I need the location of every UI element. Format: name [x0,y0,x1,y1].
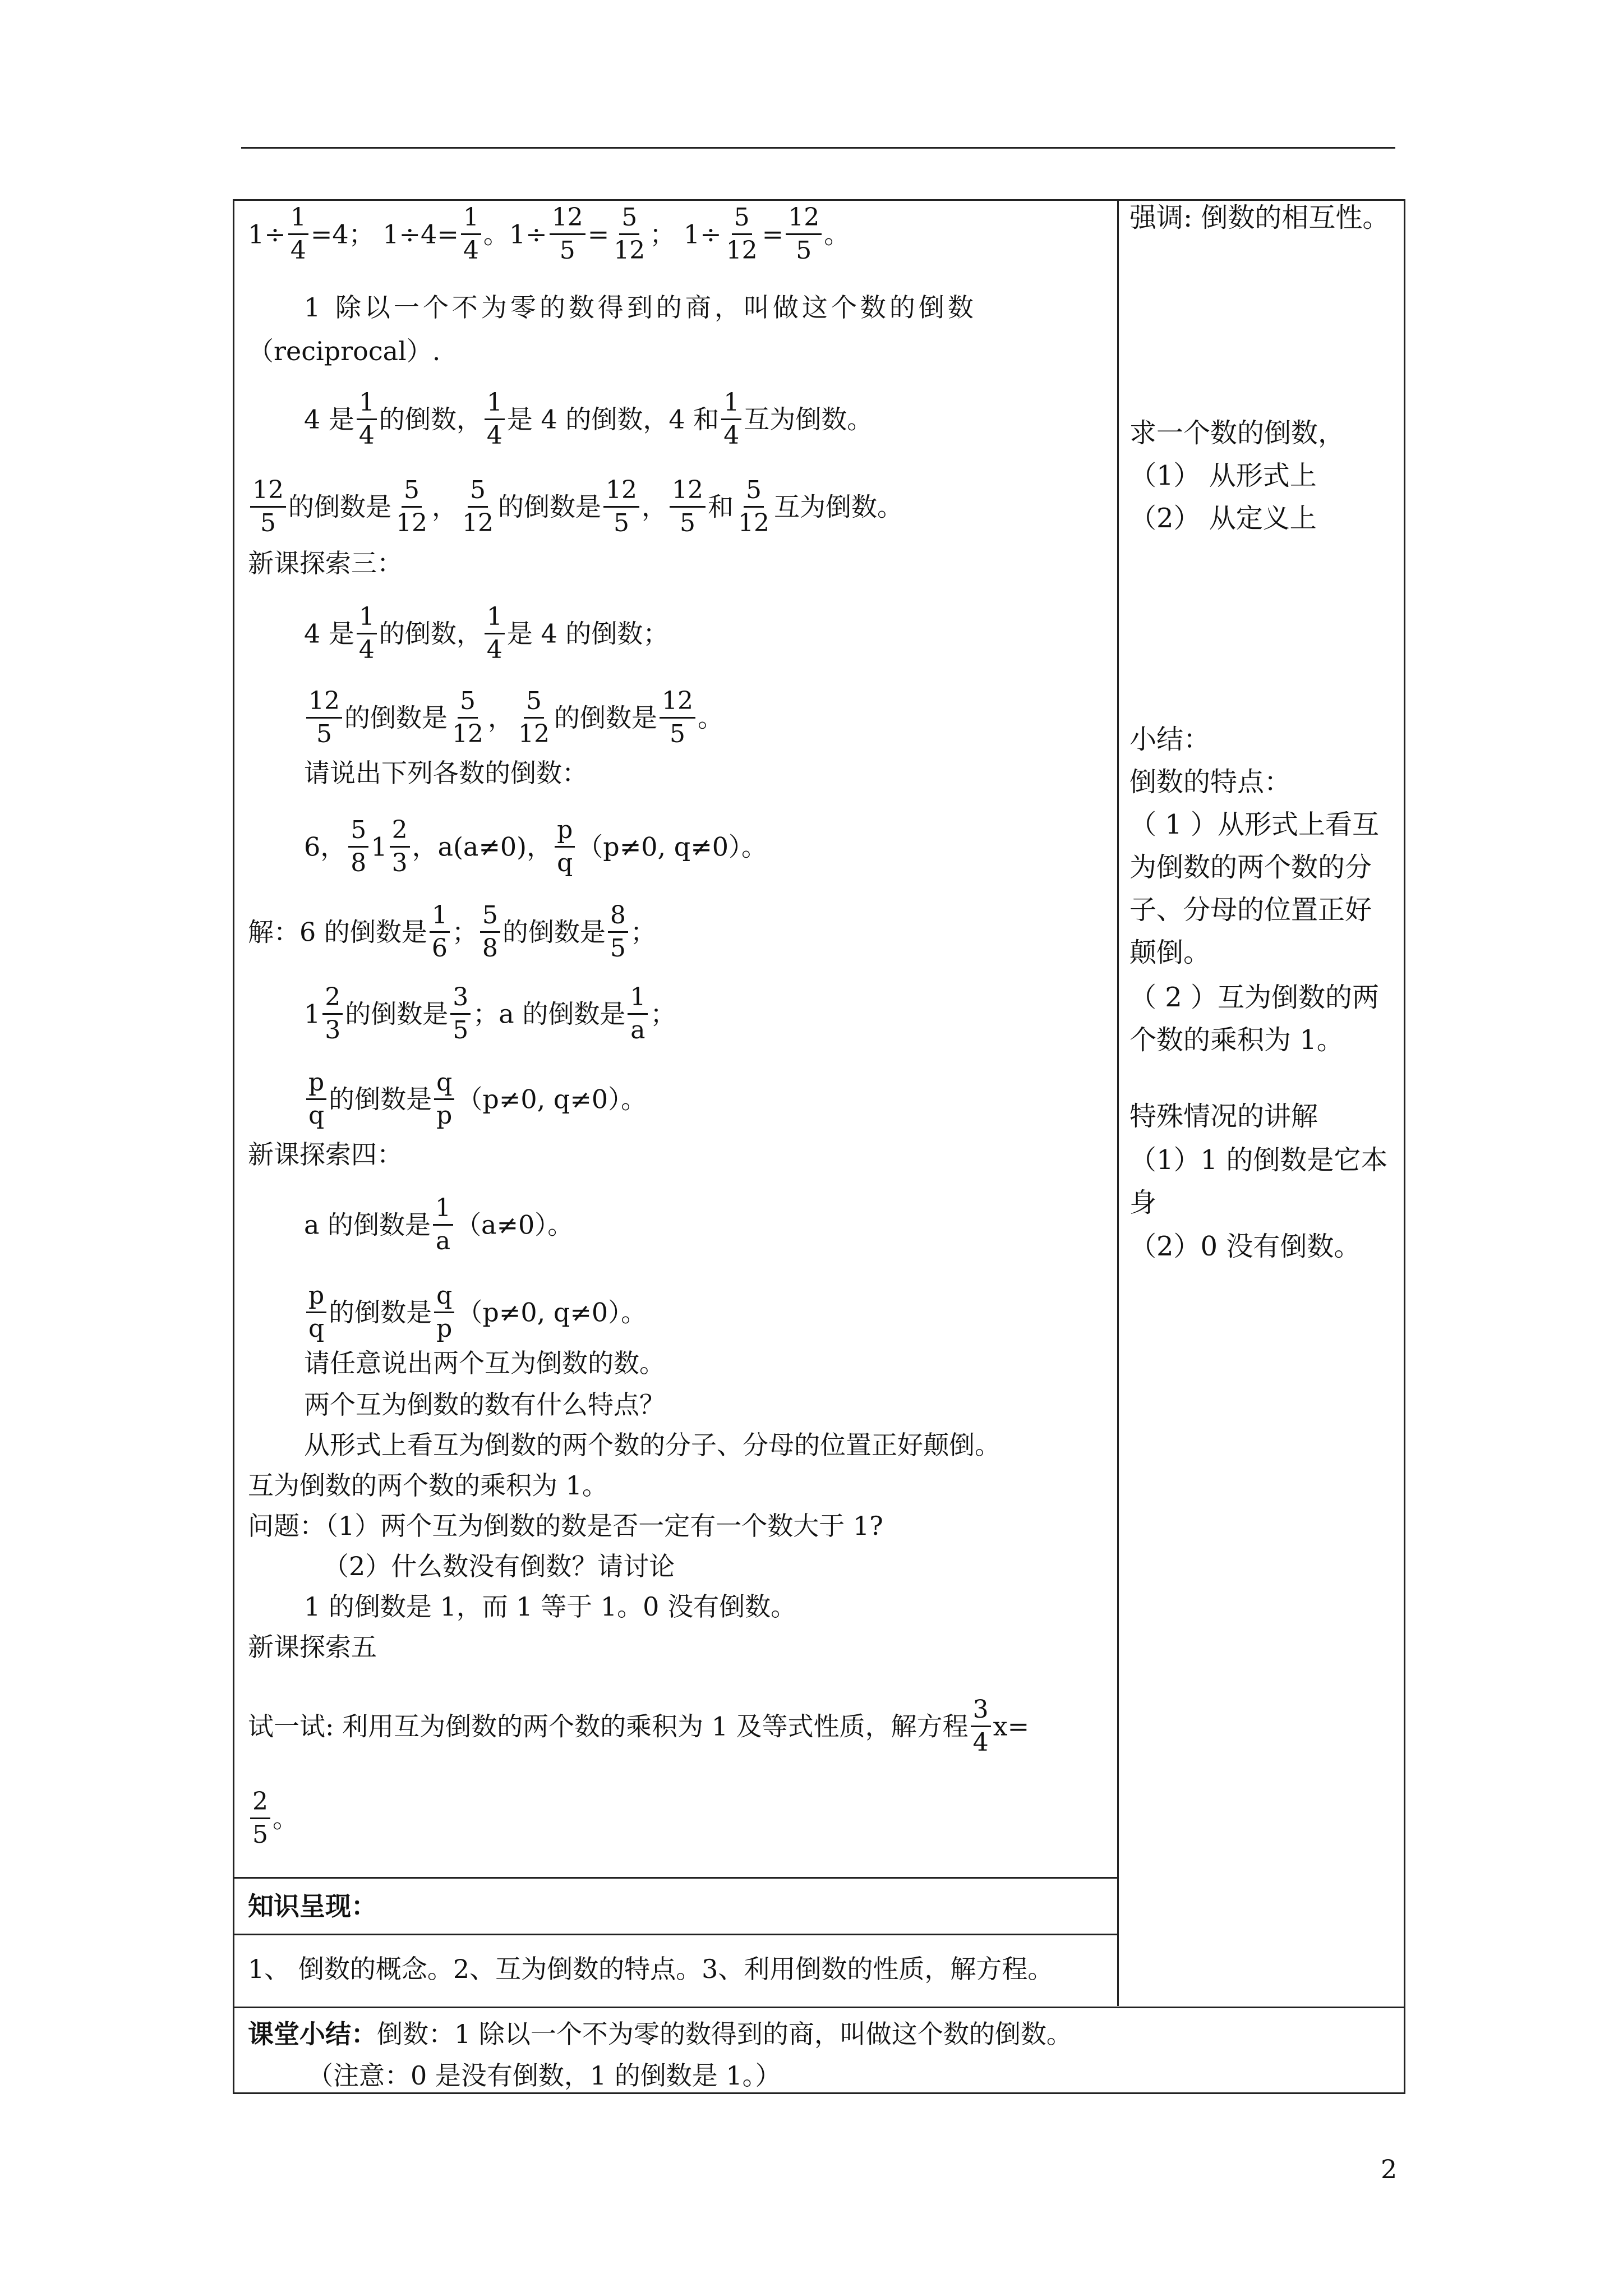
main-column [248,203,1100,1862]
question-line-3: 从形式上看互为倒数的两个数的分子、分母的位置正好颠倒。 [304,1430,1000,1460]
fraction-denominator: 12 [518,720,550,748]
example-line-4 [304,687,723,749]
text-run: ； [630,917,656,947]
fraction-numerator: 12 [250,478,286,508]
knowledge-title: 知识呈现： [248,1891,377,1921]
fraction-denominator: 5 [614,509,629,537]
question-line-7: 1 的倒数是 1，而 1 等于 1。0 没有倒数。 [304,1591,797,1622]
fraction-denominator: 3 [325,1016,341,1045]
fraction-denominator: 4 [358,421,375,450]
page-number: 2 [1381,2154,1398,2184]
fraction-numerator: 8 [608,903,628,933]
text-run: 的倒数是 [345,999,449,1029]
fraction-denominator: 12 [726,236,758,265]
question-line-6: （2）什么数没有倒数？请讨论 [323,1551,675,1581]
fraction [434,1283,454,1341]
fraction-numerator: 1 [357,390,377,420]
fraction-denominator: 5 [559,236,575,265]
fraction-numerator: p [306,1070,326,1100]
text-run: （p≠0, q≠0）。 [457,1297,647,1328]
fraction [608,903,628,961]
fraction-denominator: q [557,849,573,877]
explore4-line-2 [304,1281,647,1343]
fraction-denominator: 8 [351,849,367,877]
knowledge-content: 1、 倒数的概念。2、互为倒数的特点。3、利用倒数的性质，解方程。 [248,1954,1054,1984]
text-run: a 的倒数是 [304,1209,431,1240]
text-run: 4 是 [304,618,354,649]
class-summary [248,2017,1072,2051]
fraction [480,903,500,961]
fraction-denominator: 4 [463,236,479,265]
fraction-numerator: q [434,1283,454,1313]
fraction-denominator: p [436,1101,453,1130]
text-run: （p≠0, q≠0）。 [577,831,768,862]
fraction-numerator: 12 [306,689,342,719]
question-line-1: 请任意说出两个互为倒数的数。 [304,1348,665,1378]
fraction [250,1789,270,1847]
text-run: 的倒数是 [329,1084,432,1115]
fraction-denominator: 8 [482,934,498,963]
text-run: ， [488,702,514,733]
text-run: 。1÷ [483,219,547,250]
class-summary-note: （注意：0 是没有倒数，1 的倒数是 1。） [307,2060,781,2091]
fraction-denominator: 4 [486,636,502,664]
text-run: = [587,219,610,250]
side-note-line: （2）0 没有倒数。 [1129,1231,1361,1262]
fraction-denominator: 5 [453,1016,469,1045]
text-run: ， [432,491,458,522]
text-run: 的倒数是 [344,702,448,733]
fraction [288,205,308,263]
text-run: （p≠0, q≠0）。 [457,1084,647,1115]
fraction-denominator: 5 [316,720,332,748]
question-line-5: 问题：（1）两个互为倒数的数是否一定有一个数大于 1? [248,1511,883,1541]
text-run: 的倒数， [379,618,482,649]
text-run: 试一试: 利用互为倒数的两个数的乘积为 1 及等式性质，解方程 [248,1711,969,1742]
solution-line-2 [304,983,676,1045]
fraction [516,689,552,747]
fraction-numerator: 5 [524,689,544,719]
fraction-denominator: q [308,1101,325,1130]
fraction [736,478,772,536]
fraction [306,1283,326,1341]
section-title-explore-5: 新课探索五 [248,1632,377,1662]
fraction-numerator: 5 [732,205,752,235]
fraction [434,1070,454,1128]
text-run: 1÷ [248,219,286,250]
number-list-line [304,816,768,878]
side-note-line: 个数的乘积为 1。 [1129,1024,1344,1056]
header-rule [241,147,1395,149]
fraction [390,818,410,876]
fraction [555,818,575,876]
text-run: 。 [273,1803,298,1834]
solution-line-1 [248,901,656,963]
try-line-1 [248,1695,1030,1757]
text-run: 的倒数是 [554,702,657,733]
knowledge-mid-rule [233,1934,1118,1935]
fraction [250,478,286,536]
fraction-denominator: 3 [391,849,408,877]
fraction-numerator: p [306,1283,326,1313]
fraction-denominator: 4 [972,1728,989,1757]
try-line-2 [248,1787,298,1849]
fraction-denominator: 5 [796,236,812,265]
fraction-numerator: 12 [603,478,639,508]
fraction [430,903,450,961]
side-note-line: （ 2 ）互为倒数的两 [1129,982,1380,1013]
solution-line-3 [304,1068,647,1130]
fraction-denominator: 4 [723,421,740,450]
side-note-line: 特殊情况的讲解 [1129,1101,1318,1132]
fraction-denominator: 5 [260,509,276,537]
text-run: ；a 的倒数是 [473,999,626,1029]
side-note-line: 子、分母的位置正好 [1129,894,1372,926]
fraction-denominator: 5 [610,934,626,963]
fraction-numerator: 2 [390,818,410,848]
text-run: 1 [371,831,388,862]
fraction-numerator: 5 [480,903,500,933]
fraction [306,1070,326,1128]
side-note-line: （2） 从定义上 [1129,503,1317,534]
text-run: 1 [304,999,321,1029]
fraction-numerator: 1 [461,205,481,235]
text-run: 是 4 的倒数； [506,618,669,649]
fraction-denominator: 4 [290,236,306,265]
fraction [786,205,822,263]
column-divider [1117,200,1119,2006]
fraction-numerator: 5 [348,818,368,848]
side-note-emphasis: 强调: 倒数的相互性。 [1129,202,1390,233]
example-line-1 [304,388,873,450]
fraction-numerator: p [555,818,575,848]
fraction-numerator: 12 [670,478,706,508]
side-note-line: 颠倒。 [1129,937,1211,968]
fraction [550,205,585,263]
text-run: = [762,219,784,250]
knowledge-top-rule [233,1877,1118,1879]
fraction [485,602,505,664]
text-run: 和 [708,491,734,522]
fraction-numerator: 1 [628,985,648,1015]
fraction-numerator: 2 [250,1789,270,1819]
side-note-line: （1）1 的倒数是它本 [1129,1144,1388,1176]
fraction-numerator: 3 [450,985,471,1015]
side-note-line: （ 1 ）从形式上看互 [1129,809,1380,840]
fraction-numerator: 1 [485,390,505,420]
text-run: 的倒数是 [288,491,391,522]
text-run: =4； 1÷4= [310,219,459,250]
fraction-numerator: 5 [468,478,488,508]
fraction-denominator: 4 [358,636,375,664]
text-run: ， [642,491,667,522]
question-line-2: 两个互为倒数的数有什么特点？ [304,1389,665,1420]
fraction [603,478,639,536]
side-note-line: （1） 从形式上 [1129,460,1317,491]
fraction-numerator: 5 [744,478,764,508]
definition-line-2: （reciprocal）. [248,336,441,366]
fraction-numerator: 12 [786,205,822,235]
side-note-line: 求一个数的倒数， [1129,417,1345,449]
side-note-line: 为倒数的两个数的分 [1129,852,1372,883]
fraction [724,205,760,263]
fraction [450,985,471,1043]
text-run: ； [451,917,478,947]
side-note-line: 身 [1129,1187,1157,1218]
text-run: 。 [824,219,850,250]
fraction [670,478,706,536]
text-run: 解：6 的倒数是 [248,917,427,947]
fraction-numerator: 3 [971,1697,991,1727]
fraction-numerator: 1 [357,605,377,634]
text-run: 互为倒数。 [774,491,903,522]
fraction-denominator: 5 [670,720,685,748]
fraction [485,390,505,448]
section-title-explore-3: 新课探索三： [248,548,403,578]
explore4-line-1 [304,1194,574,1256]
fraction-denominator: q [308,1314,325,1343]
fraction-denominator: 12 [462,509,494,537]
fraction [461,205,481,263]
fraction [611,205,647,263]
fraction-numerator: 12 [660,689,695,719]
class-summary-text: 倒数：1 除以一个不为零的数得到的商，叫做这个数的倒数。 [377,2019,1072,2049]
fraction [357,602,377,664]
fraction-numerator: 1 [485,605,505,634]
question-line-4: 互为倒数的两个数的乘积为 1。 [248,1470,608,1501]
fraction-denominator: 12 [738,509,769,537]
text-run: 是 4 的倒数，4 和 [506,404,720,435]
fraction-denominator: 6 [431,934,448,963]
fraction-numerator: 5 [619,205,639,235]
fraction [394,478,430,536]
fraction [721,390,741,448]
text-run: 6， [304,831,347,862]
fraction-denominator: 12 [396,509,427,537]
intro-line [248,203,850,265]
text-run: （a≠0）。 [455,1209,574,1240]
text-run: 互为倒数。 [744,404,873,435]
fraction-denominator: 4 [486,421,502,450]
fraction [628,985,648,1043]
text-run: ； 1÷ [649,219,722,250]
fraction-numerator: 5 [402,478,422,508]
fraction [660,689,695,747]
example-line-3 [304,602,669,665]
prompt-line: 请说出下列各数的倒数： [304,758,588,788]
fraction-numerator: 5 [458,689,478,719]
fraction-numerator: q [434,1070,454,1100]
fraction-numerator: 1 [288,205,308,235]
text-run: ，a(a≠0)， [412,831,553,862]
definition-line-1: 1 除以一个不为零的数得到的商，叫做这个数的倒数 [304,292,977,323]
fraction-denominator: p [436,1314,453,1343]
fraction-denominator: a [435,1227,451,1255]
fraction [306,689,342,747]
fraction [971,1697,991,1755]
text-run: 的倒数， [379,404,482,435]
side-note-summary-title: 小结： [1129,724,1211,755]
fraction-denominator: 12 [452,720,483,748]
text-run: x= [993,1711,1030,1742]
text-run: 的倒数是 [329,1297,432,1328]
fraction [450,689,486,747]
fraction-numerator: 2 [322,985,343,1015]
fraction-denominator: 5 [252,1820,268,1849]
text-run: 4 是 [304,404,354,435]
text-run: 的倒数是 [498,491,601,522]
text-run: 。 [698,702,723,733]
fraction-denominator: 12 [614,236,645,265]
fraction-numerator: 12 [550,205,585,235]
fraction [460,478,496,536]
class-summary-label: 课堂小结： [248,2019,377,2049]
fraction-denominator: a [630,1016,645,1045]
text-run: ； [650,999,676,1029]
example-line-2 [248,476,903,538]
fraction [348,818,368,876]
fraction [433,1196,453,1254]
fraction-numerator: 1 [721,390,741,420]
fraction [322,985,343,1043]
fraction-denominator: 5 [680,509,695,537]
text-run: 的倒数是 [502,917,606,947]
summary-top-rule [233,2007,1405,2008]
fraction-numerator: 1 [433,1196,453,1226]
fraction [357,390,377,448]
fraction-numerator: 1 [430,903,450,933]
section-title-explore-4: 新课探索四： [248,1139,403,1170]
side-note-line: 倒数的特点： [1129,766,1292,798]
